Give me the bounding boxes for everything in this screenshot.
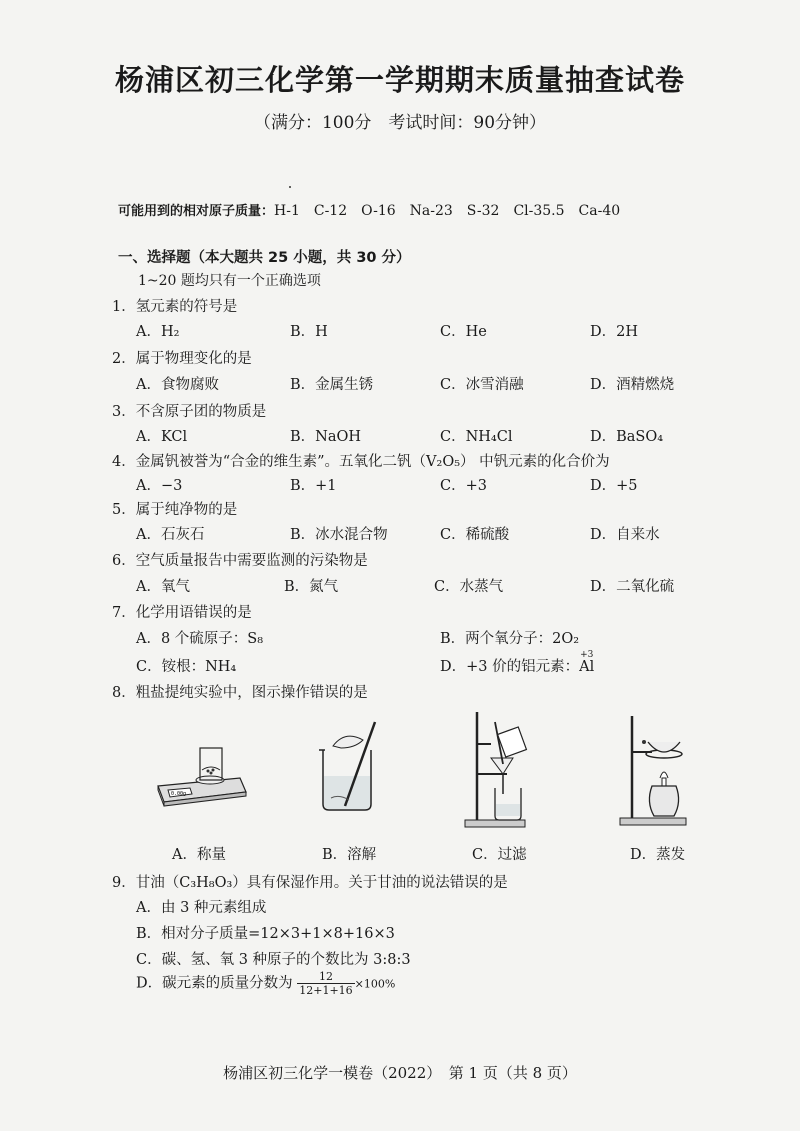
speck [289,186,291,188]
balance-display: 0.00g [171,791,187,797]
q8-option-a: A．称量 [172,847,226,863]
question-5: 5．属于纯净物的是 [112,502,238,518]
q3-option-a: A．KCl [136,429,188,445]
q3-option-b: B．NaOH [290,429,362,445]
question-6: 6．空气质量报告中需要监测的污染物是 [112,553,368,569]
page-footer: 杨浦区初三化学一模卷（2022） 第 1 页（共 8 页） [223,1064,577,1082]
mass-fraction: $\frac{12}{12+1+16}$ [299,970,353,997]
q7-option-b: B．两个氧分子：2O₂ [440,631,580,647]
q2-option-d: D．酒精燃烧 [590,377,675,393]
q5-option-d: D．自来水 [590,527,660,543]
q2-option-a: A．食物腐败 [136,377,219,393]
atomic-masses-values: H-1 C-12 O-16 Na-23 S-32 Cl-35.5 Ca-40 [274,203,621,219]
q6-option-c: C．水蒸气 [434,579,504,595]
question-9: 9．甘油（C₃H₈O₃）具有保湿作用。关于甘油的说法错误的是 [112,875,508,891]
q5-option-b: B．冰水混合物 [290,527,388,543]
q1-option-d: D．2H [590,324,638,340]
q9-option-b: B．相对分子质量=12×3+1×8+16×3 [136,926,395,942]
question-8: 8．粗盐提纯实验中，图示操作错误的是 [112,685,368,701]
q9-option-d: D．碳元素的质量分数为 $\frac{12}{12+1+16}$ ×100% [136,970,396,997]
section-heading: 一、选择题（本大题共 25 小题，共 30 分） [118,250,411,266]
q6-option-a: A．氧气 [136,579,190,595]
q8-option-c: C．过滤 [472,847,527,863]
q7-option-d: D．+3 价的铝元素： +3 Al [440,650,595,675]
q4-option-b: B．+1 [290,478,337,494]
balance-figure [150,740,250,816]
exam-subtitle: （满分：100分 考试时间：90分钟） [253,113,547,133]
q2-option-b: B．金属生锈 [290,377,374,393]
q1-option-c: C．He [440,324,487,340]
q2-option-c: C．冰雪消融 [440,377,524,393]
q6-option-b: B．氮气 [284,579,339,595]
question-4: 4．金属钒被誉为“合金的维生素”。五氧化二钒（V₂O₅） 中钒元素的化合价为 [112,454,610,470]
q5-option-a: A．石灰石 [136,527,205,543]
exam-title: 杨浦区初三化学第一学期期末质量抽查试卷 [114,63,685,97]
evaporation-figure [618,712,698,834]
q3-option-d: D．BaSO₄ [590,429,664,445]
q1-option-a: A．H₂ [136,324,180,340]
q6-option-d: D．二氧化硫 [590,579,675,595]
q9-option-c: C．碳、氢、氧 3 种原子的个数比为 3:8:3 [136,952,411,968]
question-2: 2．属于物理变化的是 [112,351,252,367]
q4-option-d: D．+5 [590,478,638,494]
question-1: 1．氢元素的符号是 [112,299,238,315]
q4-option-a: A．−3 [136,478,183,494]
q7-option-c: C．铵根：NH₄ [136,659,237,675]
al-valence-symbol: +3 Al [579,650,595,675]
question-7: 7．化学用语错误的是 [112,605,252,621]
filtration-figure [463,708,543,834]
question-3: 3．不含原子团的物质是 [112,404,267,420]
q5-option-c: C．稀硫酸 [440,527,510,543]
q3-option-c: C．NH₄Cl [440,429,513,445]
q8-option-b: B．溶解 [322,847,377,863]
q9-option-a: A．由 3 种元素组成 [136,900,267,916]
section-note: 1~20 题均只有一个正确选项 [138,273,321,289]
q4-option-c: C．+3 [440,478,487,494]
q7-option-a: A．8 个硫原子：S₈ [136,631,264,647]
atomic-masses-label: 可能用到的相对原子质量： [118,204,275,219]
dissolving-figure [315,716,385,820]
atomic-masses [118,200,620,220]
q8-option-d: D．蒸发 [630,847,686,863]
q1-option-b: B．H [290,324,328,340]
